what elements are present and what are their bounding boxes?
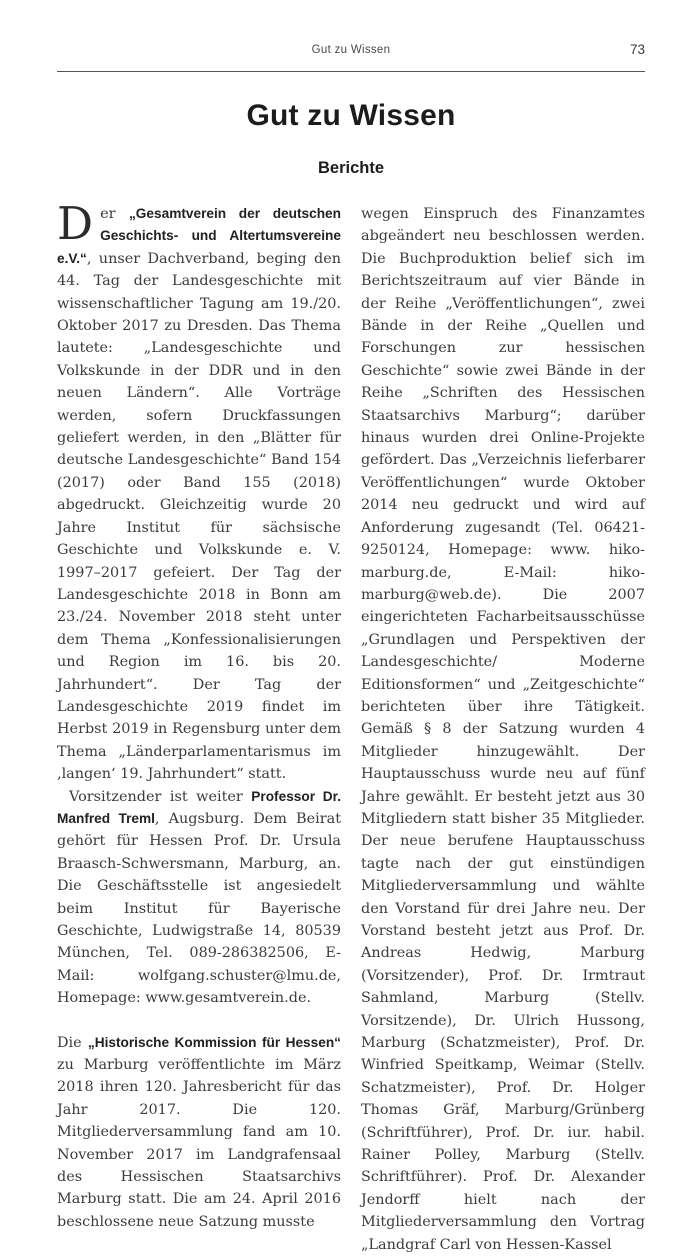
paragraph	[57, 786, 341, 1010]
paragraph	[361, 203, 645, 1256]
bold-text-run: „Historische Kommission für Hessen“	[87, 1034, 342, 1050]
column-left	[57, 197, 342, 1256]
page-title: Gut zu Wissen	[246, 99, 456, 132]
header-rule	[57, 71, 645, 72]
page-number: 73	[629, 42, 645, 57]
text-run: , unser Dachverband, beging den 44. Tag der Landesgeschichte mit wissenschaftlicher Tagung am 19./20. Oktober 2017 zu Dresden. Das Thema lautete: „Landesgeschichte und Volkskunde in der DDR und in den neuen Ländern“. Alle Vorträge werden, sofern Druckfassungen geliefert werden, in den „Blätter für deutsche Landesgeschichte“ Band 154 (2017) oder Band 155 (2018) abgedruckt. Gleichzeitig wurde 20 Jahre Institut für sächsische Geschichte und Volkskunde e. V. 1997–2017 gefeiert. Der Tag der Landesgeschichte 2018 in Bonn am 23./24. November 2018 steht unter dem Thema „Konfessionalisierungen und Region im 16. bis 20. Jahrhundert“. Der Tag der Landesgeschichte 2019 findet im Herbst 2019 in Regensburg unter dem Thema „Länderparlamentarismus im ‚langen‘ 19. Jahrhundert“ statt.	[57, 250, 341, 783]
running-head: Gut zu Wissen	[311, 44, 391, 56]
paragraph	[57, 197, 341, 786]
text-run: wegen Einspruch des Finanzamtes abgeändert neu beschlossen werden. Die Buchproduktion belief sich im Berichtszeitraum auf vier Bände in der Reihe „Veröffentlichungen“, zwei Bände in der Reihe „Quellen und Forschungen zur hessischen Geschichte“ sowie zwei Bände in der Reihe „Schriften des Hessischen Staatsarchivs Marburg“; darüber hinaus wurden drei Online-Projekte gefördert. Das „Verzeichnis lieferbarer Veröffentlichungen“ wurde Oktober 2014 neu gedruckt und wird auf Anforderung zugesandt (Tel. 06421-9250124, Homepage: www. hiko-marburg.de, E-Mail: hiko-marburg@web.de). Die 2007 eingerichteten Facharbeitsausschüsse „Grundlagen und Perspektiven der Landesgeschichte/ Moderne Editionsformen“ und „Zeitgeschichte“ berichteten über ihre Tätigkeit. Gemäß § 8 der Satzung wurden 4 Mitglieder hinzugewählt. Der Hauptausschuss wurde neu auf fünf Jahre gewählt. Er besteht jetzt aus 30 Mitgliedern statt bisher 35 Mitglieder. Der neue berufene Hauptausschuss tagte nach der gut einstündigen Mitgliederversammlung und wählte den Vorstand für drei Jahre neu. Der Vorstand besteht jetzt aus Prof. Dr. Andreas Hedwig, Marburg (Vorsitzender), Prof. Dr. Irmtraut Sahmland, Marburg (Stellv. Vorsitzende), Dr. Ulrich Hussong, Marburg (Schatzmeister), Prof. Dr. Winfried Speitkamp, Weimar (Stellv. Schatzmeister), Prof. Dr. Holger Thomas Gräf, Marburg/Grünberg (Schriftführer), Prof. Dr. iur. habil. Rainer Polley, Marburg (Stellv. Schriftführer). Prof. Dr. Alexander Jendorff hielt nach der Mitgliederversammlung den Vortrag „Landgraf Carl von Hessen-Kassel	[361, 206, 645, 1253]
text-run: Vorsitzender ist weiter	[69, 788, 252, 805]
page-header	[57, 44, 645, 64]
dropcap-letter: D	[57, 197, 94, 250]
column-right	[361, 203, 645, 1256]
bold-text-run: „Gesamtverein der deutschen Geschichts- und Altertumsvereine e.V.“	[57, 206, 341, 266]
text-run: Die	[57, 1034, 88, 1051]
section-heading: Berichte	[317, 159, 385, 177]
article-body	[57, 197, 645, 1256]
bold-text-run: Professor Dr. Manfred Treml	[57, 788, 342, 826]
text-run: zu Marburg veröffentlichte im März 2018 ihren 120. Jahresbericht für das Jahr 2017. Die 120. Mitgliederversammlung fand am 10. November 2017 im Landgrafensaal des Hessischen Staatsarchivs Marburg statt. Die am 24. April 2016 beschlossene neue Satzung musste	[57, 1057, 341, 1230]
text-run: , Augsburg. Dem Beirat gehört für Hessen Prof. Dr. Ursula Braasch-Schwersmann, Marburg, an. Die Geschäftsstelle ist angesiedelt beim Institut für Bayerische Geschichte, Ludwigstraße 14, 80539 München, Tel. 089-286382506, E-Mail: wolfgang.schuster@lmu.de, Homepage: www.gesamtverein.de.	[57, 810, 341, 1007]
text-run: er	[100, 206, 129, 222]
paragraph	[57, 1032, 341, 1234]
